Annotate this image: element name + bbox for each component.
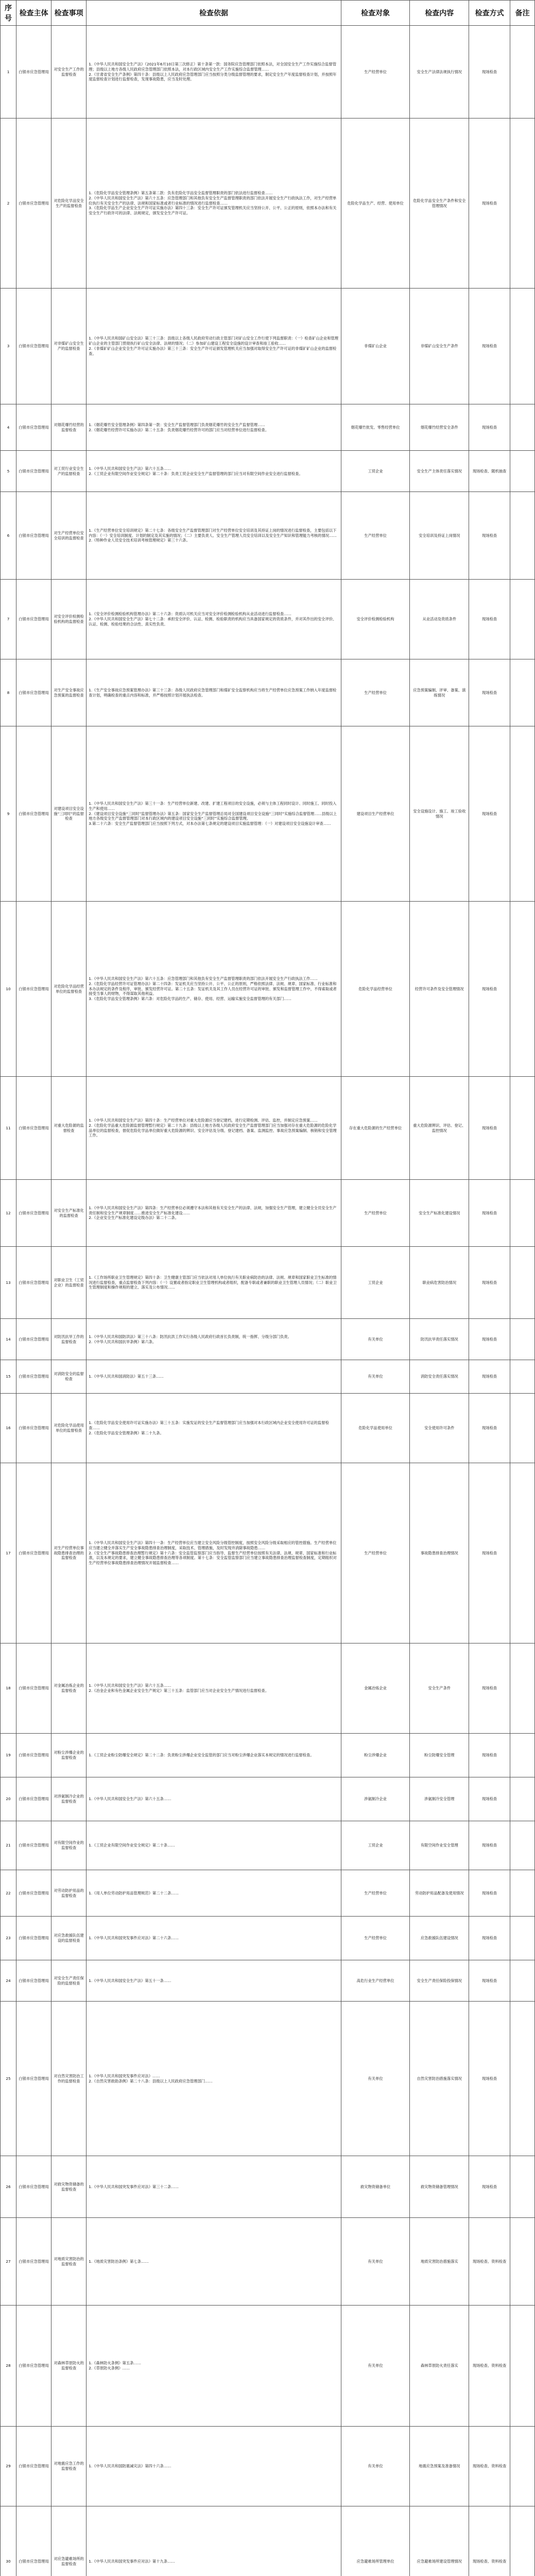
row-object: 生产经营单位 [341, 492, 410, 580]
row-basis: 1.《中华人民共和国安全生产法》第六十五条…… 2.《冶金企业和有色金属企业安全生产规定》第三十五条：监管部门应当对企业安全生产情况进行监督检查。 [87, 1643, 341, 1734]
row-way: 现场检查 [469, 1734, 510, 1777]
row-basis: 1.《中华人民共和国安全生产法》第四十条：生产经营单位对重大危险源应当登记建档，进行定期检测、评估、监控，并制定应急预案…… 2.《危险化学品重大危险源监督管理暂行规定》第二十九条：县级以上地方各级人民政府安全生产监督管理部门应当加强对存在重大危险源的危险化学品单位的监督检查，督促危险化学品单位做好重大危险源的辨识、安全评估及分级、登记建档、备案、监测监控、事故应急预案编制、核销和安全管理工作。 [87, 1077, 341, 1180]
row-item: 对安全评价检测检验机构的监督检查 [51, 580, 87, 659]
row-item: 对地震应急工作的监督检查 [51, 2427, 87, 2506]
row-number: 20 [1, 1777, 16, 1821]
row-number: 18 [1, 1643, 16, 1734]
row-object: 有关单位 [341, 2427, 410, 2506]
row-way: 现场检查、资料检查 [469, 2218, 510, 2306]
row-number: 11 [1, 1077, 16, 1180]
row-way: 现场检查 [469, 26, 510, 118]
row-number: 10 [1, 902, 16, 1077]
row-number: 28 [1, 2306, 16, 2427]
row-number: 26 [1, 2156, 16, 2218]
table-row [1, 659, 535, 726]
row-number: 9 [1, 726, 16, 902]
row-basis: 1.《中华人民共和国矿山安全法》第三十三条：县级以上各级人民政府劳动行政主管部门对矿山安全工作行使下列监督职责：（一）检查矿山企业和管理矿山企业的主管部门贯彻执行矿山安全法律、法规的情况；（二）参加矿山建设工程安全设施的设计审查和竣工验收…… 2.《非煤矿矿山企业安全生产许可证实施办法》第三十三条：安全生产许可证颁发管理机关应当加强对取得安全生产许可证的非煤矿矿山企业的监督检查。 [87, 289, 341, 404]
row-item: 对重大危险源的监督检查 [51, 1077, 87, 1180]
row-number: 3 [1, 289, 16, 404]
row-subject: 白银市应急管理局 [16, 1777, 51, 1821]
row-way: 现场检查 [469, 659, 510, 726]
row-way: 现场检查 [469, 726, 510, 902]
header-item: 检查事项 [51, 1, 87, 26]
row-item: 对森林草原防火的监督检查 [51, 2306, 87, 2427]
row-note [510, 1917, 535, 1960]
row-subject: 白银市应急管理局 [16, 1960, 51, 2002]
row-note [510, 404, 535, 451]
row-object: 高危行业生产经营单位 [341, 1960, 410, 2002]
row-number: 19 [1, 1734, 16, 1777]
row-note [510, 1180, 535, 1247]
row-basis: 1.《生产经营单位安全培训规定》第二十七条：各级安全生产监督管理部门对生产经营单位安全培训及其持证上岗的情况进行监督检查，主要包括以下内容：（一）安全培训制度、计划的制定及其实施的情况；（二）主要负责人、安全生产管理人员安全培训以及安全生产知识和管理能力考核的情况…… 2.《特种作业人员安全技术培训考核管理规定》第三十六条。 [87, 492, 341, 580]
row-number: 13 [1, 1247, 16, 1319]
row-item: 对应急救援队伍建设的监督检查 [51, 1917, 87, 1960]
row-item: 对安全生产标准化的监督检查 [51, 1180, 87, 1247]
table-row [1, 2506, 535, 2576]
row-way: 现场检查 [469, 1360, 510, 1394]
row-basis: 1.《中华人民共和国突发事件应对法》第十九条…… [87, 2506, 341, 2576]
row-number: 8 [1, 659, 16, 726]
row-note [510, 1777, 535, 1821]
row-content: 从业活动及资质条件 [410, 580, 469, 659]
row-object: 工贸企业 [341, 1821, 410, 1870]
row-object: 烟花爆竹批发、零售经营单位 [341, 404, 410, 451]
row-object: 生产经营单位 [341, 1463, 410, 1643]
row-note [510, 1960, 535, 2002]
row-item: 对危险化学品经营单位的监督检查 [51, 902, 87, 1077]
row-basis: 1.《工作场所职业卫生管理规定》第四十条：卫生健康主管部门应当依法对用人单位执行有关职业病防治的法律、法规、规章和国家职业卫生标准的情况进行监督检查，重点监督检查下列内容：（一）设置或者指定职业卫生管理机构或者组织，配备专职或者兼职的职业卫生管理人员情况；（二）职业卫生管理制度和操作规程的建立、落实及公布情况…… [87, 1247, 341, 1319]
table-row [1, 1463, 535, 1643]
row-number: 27 [1, 2218, 16, 2306]
row-basis: 1.《危险化学品安全使用许可证实施办法》第三十五条：实施发证的安全生产监督管理部门应当加强对本行政区域内企业安全使用许可证的监督检查…… 2.《危险化学品安全管理条例》第二十九条。 [87, 1394, 341, 1463]
table-row [1, 404, 535, 451]
row-way: 现场检查 [469, 1777, 510, 1821]
row-basis: 1.《工贸企业粉尘防爆安全规定》第二十二条：负责粉尘涉爆企业安全监管的部门应当对粉尘涉爆企业落实本规定的情况进行监督检查。 [87, 1734, 341, 1777]
row-content: 安全设施设计、施工、竣工验收情况 [410, 726, 469, 902]
row-basis: 1.《生产安全事故应急预案管理办法》第三十三条：各级人民政府应急管理部门和煤矿安全监察机构应当将生产经营单位应急预案工作纳入年度监督检查计划，明确检查的重点内容和标准，并严格按照计划开展执法检查。 [87, 659, 341, 726]
row-note [510, 451, 535, 492]
header-note: 备注 [510, 1, 535, 26]
row-object: 涉氨制冷企业 [341, 1777, 410, 1821]
row-object: 危险化学品使用单位 [341, 1394, 410, 1463]
row-way: 现场检查 [469, 1463, 510, 1643]
row-content: 安全生产条件 [410, 1643, 469, 1734]
row-content: 非煤矿山安全生产条件 [410, 289, 469, 404]
row-note [510, 1821, 535, 1870]
row-object: 危险化学品经营单位 [341, 902, 410, 1077]
row-way: 现场检查 [469, 1180, 510, 1247]
row-subject: 白银市应急管理局 [16, 2218, 51, 2306]
row-number: 15 [1, 1360, 16, 1394]
row-way: 现场检查 [469, 1394, 510, 1463]
header-content: 检查内容 [410, 1, 469, 26]
row-subject: 白银市应急管理局 [16, 1643, 51, 1734]
row-object: 有关单位 [341, 1319, 410, 1360]
table-row [1, 1643, 535, 1734]
row-subject: 白银市应急管理局 [16, 1821, 51, 1870]
row-note [510, 2218, 535, 2306]
row-way: 现场检查 [469, 1643, 510, 1734]
table-row [1, 902, 535, 1077]
row-item: 对生产经营单位安全培训的监督检查 [51, 492, 87, 580]
row-basis: 1.《中华人民共和国突发事件应对法》…… 2.《自然灾害救助条例》第二十八条：县级以上人民政府应急管理部门…… [87, 2002, 341, 2156]
row-number: 1 [1, 26, 16, 118]
row-item: 对烟花爆竹经营的监督检查 [51, 404, 87, 451]
row-item: 对职业卫生（工贸企业）的监督检查 [51, 1247, 87, 1319]
table-row [1, 1077, 535, 1180]
row-object: 存在重大危险源的生产经营单位 [341, 1077, 410, 1180]
row-basis: 1.《用人单位劳动防护用品管理规范》第二十二条…… [87, 1870, 341, 1917]
row-subject: 白银市应急管理局 [16, 451, 51, 492]
table-row [1, 580, 535, 659]
row-subject: 白银市应急管理局 [16, 1180, 51, 1247]
row-subject: 白银市应急管理局 [16, 1077, 51, 1180]
header-subject: 检查主体 [16, 1, 51, 26]
row-subject: 白银市应急管理局 [16, 2427, 51, 2506]
row-basis: 1.《工贸企业有限空间作业安全规定》第二十条…… [87, 1821, 341, 1870]
table-row [1, 1960, 535, 2002]
row-note [510, 659, 535, 726]
row-way: 现场检查、资料检查 [469, 2427, 510, 2506]
row-content: 应急预案编制、评审、备案、演练情况 [410, 659, 469, 726]
row-content: 有限空间作业安全管理 [410, 1821, 469, 1870]
row-way: 现场检查 [469, 2156, 510, 2218]
row-note [510, 1319, 535, 1360]
row-item: 对金属冶炼企业的监督检查 [51, 1643, 87, 1734]
header-object: 检查对象 [341, 1, 410, 26]
row-item: 对生产经营单位事故隐患排查治理的监督检查 [51, 1463, 87, 1643]
row-number: 22 [1, 1870, 16, 1917]
row-subject: 白银市应急管理局 [16, 902, 51, 1077]
row-content: 消防安全责任落实情况 [410, 1360, 469, 1394]
row-note [510, 2156, 535, 2218]
row-item: 对涉氨制冷企业的监督检查 [51, 1777, 87, 1821]
row-object: 有关单位 [341, 2306, 410, 2427]
row-object: 安全评价检测检验机构 [341, 580, 410, 659]
row-object: 工贸企业 [341, 1247, 410, 1319]
row-basis: 1.《中华人民共和国安全生产法》第六十五条…… [87, 1777, 341, 1821]
table-row [1, 1319, 535, 1360]
row-object: 生产经营单位 [341, 1870, 410, 1917]
row-object: 救灾物资储备单位 [341, 2156, 410, 2218]
row-content: 安全生产责任保险投保情况 [410, 1960, 469, 2002]
table-row [1, 1734, 535, 1777]
row-note [510, 726, 535, 902]
row-subject: 白银市应急管理局 [16, 289, 51, 404]
row-way: 现场检查 [469, 404, 510, 451]
row-basis: 1.《烟花爆竹安全管理条例》第四条第一款：安全生产监督管理部门负责烟花爆竹的安全生产监督管理…… 2.《烟花爆竹经营许可实施办法》第二十五条：负责烟花爆竹经营许可的部门应当对经营单位进行监督检查。 [87, 404, 341, 451]
row-way: 现场检查 [469, 1821, 510, 1870]
row-subject: 白银市应急管理局 [16, 580, 51, 659]
row-object: 生产经营单位 [341, 1180, 410, 1247]
row-content: 安全使用许可条件 [410, 1394, 469, 1463]
row-note [510, 1643, 535, 1734]
row-subject: 白银市应急管理局 [16, 1917, 51, 1960]
row-way: 现场检查 [469, 492, 510, 580]
row-item: 对危险化学品安全生产的监督检查 [51, 118, 87, 289]
row-number: 5 [1, 451, 16, 492]
row-number: 30 [1, 2506, 16, 2576]
row-way: 现场检查 [469, 2002, 510, 2156]
row-object: 危险化学品生产、经营、使用单位 [341, 118, 410, 289]
row-item: 对防汛抗旱工作的监督检查 [51, 1319, 87, 1360]
row-content: 地震应急预案及准备情况 [410, 2427, 469, 2506]
row-note [510, 26, 535, 118]
row-subject: 白银市应急管理局 [16, 2306, 51, 2427]
row-basis: 1.《中华人民共和国突发事件应对法》第二十六条…… [87, 1917, 341, 1960]
row-object: 金属冶炼企业 [341, 1643, 410, 1734]
row-note [510, 2306, 535, 2427]
header-way: 检查方式 [469, 1, 510, 26]
row-number: 4 [1, 404, 16, 451]
row-item: 对生产安全事故应急预案的监督检查 [51, 659, 87, 726]
row-content: 危险化学品安全生产条件和安全管理情况 [410, 118, 469, 289]
row-number: 14 [1, 1319, 16, 1360]
row-basis: 1.《中华人民共和国消防法》第五十三条…… [87, 1360, 341, 1394]
row-subject: 白银市应急管理局 [16, 2156, 51, 2218]
row-content: 安全生产法律法规执行情况 [410, 26, 469, 118]
row-number: 6 [1, 492, 16, 580]
row-item: 对劳动防护用品的监督检查 [51, 1870, 87, 1917]
row-content: 重大危险源辨识、评估、登记、监控情况 [410, 1077, 469, 1180]
row-subject: 白银市应急管理局 [16, 1870, 51, 1917]
row-note [510, 1077, 535, 1180]
row-object: 粉尘涉爆企业 [341, 1734, 410, 1777]
row-way: 现场检查、随机抽查 [469, 451, 510, 492]
row-item: 对有限空间作业的监督检查 [51, 1821, 87, 1870]
row-note [510, 1394, 535, 1463]
table-row [1, 1870, 535, 1917]
row-content: 经营许可条件及安全管理情况 [410, 902, 469, 1077]
table-row [1, 2218, 535, 2306]
row-subject: 白银市应急管理局 [16, 1247, 51, 1319]
row-basis: 1.《中华人民共和国安全生产法》（2021年6月10日第三次修正）第十条第一款：国务院应急管理部门依照本法，对全国安全生产工作实施综合监督管理；县级以上地方各级人民政府应急管理部门依照本法，对本行政区域内安全生产工作实施综合监督管理…… 2.《甘肃省安全生产条例》第四十条：县级以上人民政府应急管理部门应当按照分类分级监督管理的要求，制定安全生产年度监督检查计划，并按照年度监督检查计划进行监督检查，发现事故隐患，应当及时处理。 [87, 26, 341, 118]
table-row [1, 1247, 535, 1319]
row-note [510, 289, 535, 404]
row-content: 事故隐患排查治理情况 [410, 1463, 469, 1643]
row-way: 现场检查 [469, 1870, 510, 1917]
row-number: 17 [1, 1463, 16, 1643]
table-row [1, 451, 535, 492]
row-subject: 白银市应急管理局 [16, 1360, 51, 1394]
row-subject: 白银市应急管理局 [16, 1394, 51, 1463]
table-row [1, 1821, 535, 1870]
row-subject: 白银市应急管理局 [16, 726, 51, 902]
row-basis: 1.《森林防火条例》第五条…… 2.《草原防火条例》…… [87, 2306, 341, 2427]
row-item: 对非煤矿山安全生产的监督检查 [51, 289, 87, 404]
row-number: 2 [1, 118, 16, 289]
table-row [1, 1777, 535, 1821]
row-subject: 白银市应急管理局 [16, 1319, 51, 1360]
row-item: 对危险化学品使用单位的监督检查 [51, 1394, 87, 1463]
row-note [510, 118, 535, 289]
row-object: 应急避难场所管理单位 [341, 2506, 410, 2576]
row-object: 生产经营单位 [341, 1917, 410, 1960]
row-number: 24 [1, 1960, 16, 2002]
row-number: 23 [1, 1917, 16, 1960]
row-content: 森林草原防火责任落实 [410, 2306, 469, 2427]
row-note [510, 902, 535, 1077]
row-object: 有关单位 [341, 2002, 410, 2156]
row-basis: 1.《中华人民共和国安全生产法》第六十五条…… 2.《工贸企业有限空间作业安全规定》第二十条：负责工贸企业安全生产监督管理的部门应当对有限空间作业安全进行监督检查。 [87, 451, 341, 492]
row-note [510, 1247, 535, 1319]
row-basis: 1.《中华人民共和国安全生产法》第四条：生产经营单位必须遵守本法和其他有关安全生产的法律、法规，加强安全生产管理，建立健全全员安全生产责任制和安全生产规章制度……推进安全生产标准化建设…… 2.《企业安全生产标准化建设定级办法》第二十二条。 [87, 1180, 341, 1247]
row-note [510, 492, 535, 580]
row-content: 安全生产主体责任落实情况 [410, 451, 469, 492]
row-item: 对应急避难场所的监督检查 [51, 2506, 87, 2576]
row-item: 对安全生产工作的监督检查 [51, 26, 87, 118]
row-way: 现场检查 [469, 118, 510, 289]
row-basis: 1.《中华人民共和国安全生产法》第三十一条：生产经营单位新建、改建、扩建工程项目的安全设施，必须与主体工程同时设计、同时施工、同时投入生产和使用…… 2.《建设项目安全设施“三同时”监督管理办法》第五条：国家安全生产监督管理总局对全国建设项目安全设施“三同时”实施综合监督管理……县级以上地方各级安全生产监督管理部门对本行政区域内的建设项目安全设施“三同时”实施综合监督管理。 3.第二十六条：安全生产监督管理部门应当按照下列方式，对本办法第七条规定的建设项目实施监督管理：（一）对建设项目安全设施设计审查…… [87, 726, 341, 902]
table-body [1, 26, 535, 2576]
row-object: 有关单位 [341, 1360, 410, 1394]
row-way: 现场检查 [469, 1077, 510, 1180]
table-row [1, 726, 535, 902]
row-number: 7 [1, 580, 16, 659]
row-subject: 白银市应急管理局 [16, 118, 51, 289]
table-row [1, 2306, 535, 2427]
row-content: 安全培训及持证上岗情况 [410, 492, 469, 580]
row-content: 自然灾害防治措施落实情况 [410, 2002, 469, 2156]
row-item: 对消防安全的监督检查 [51, 1360, 87, 1394]
row-content: 地质灾害防治措施落实 [410, 2218, 469, 2306]
table-row [1, 2156, 535, 2218]
row-basis: 1.《中华人民共和国防震减灾法》第四十六条…… [87, 2427, 341, 2506]
row-content: 应急救援队伍建设情况 [410, 1917, 469, 1960]
row-item: 对自然灾害防治工作的监督检查 [51, 2002, 87, 2156]
row-object: 生产经营单位 [341, 659, 410, 726]
row-basis: 1.《中华人民共和国安全生产法》第四十一条：生产经营单位应当建立安全风险分级管控制度，按照安全风险分级采取相应的管控措施。生产经营单位应当建立健全并落实生产安全事故隐患排查治理制度，采取技术、管理措施，及时发现并消除事故隐患…… 2.《安全生产事故隐患排查治理暂行规定》第十六条：安全监管监察部门应当指导、监督生产经营单位按照有关法律、法规、规章、国家标准和行业标准，以及本规定的要求，建立健全事故隐患排查治理等各项制度。第十七条：安全监管监察部门应当建立事故隐患排查治理监督检查制度，定期组织对生产经营单位事故隐患排查治理情况开展监督检查…… [87, 1463, 341, 1643]
row-object: 非煤矿山企业 [341, 289, 410, 404]
row-note [510, 580, 535, 659]
row-number: 25 [1, 2002, 16, 2156]
row-item: 对建设项目安全设施“三同时”的监督检查 [51, 726, 87, 902]
row-way: 现场检查 [469, 289, 510, 404]
row-content: 安全生产标准化建设情况 [410, 1180, 469, 1247]
row-subject: 白银市应急管理局 [16, 1734, 51, 1777]
row-number: 12 [1, 1180, 16, 1247]
row-subject: 白银市应急管理局 [16, 26, 51, 118]
table-row [1, 2002, 535, 2156]
row-way: 现场检查、资料检查 [469, 2306, 510, 2427]
row-content: 救灾物资储备管理情况 [410, 2156, 469, 2218]
row-item: 对地质灾害防治的监督检查 [51, 2218, 87, 2306]
row-item: 对安全生产责任保险的监督检查 [51, 1960, 87, 2002]
row-subject: 白银市应急管理局 [16, 659, 51, 726]
table-row [1, 1360, 535, 1394]
row-item: 对粉尘涉爆企业的监督检查 [51, 1734, 87, 1777]
row-subject: 白银市应急管理局 [16, 1463, 51, 1643]
row-content: 应急避难场所建设管理情况 [410, 2506, 469, 2576]
row-basis: 1.《地质灾害防治条例》第七条…… [87, 2218, 341, 2306]
table-row [1, 289, 535, 404]
row-object: 生产经营单位 [341, 26, 410, 118]
row-content: 防汛抗旱责任落实情况 [410, 1319, 469, 1360]
row-subject: 白银市应急管理局 [16, 2506, 51, 2576]
table-row [1, 492, 535, 580]
row-object: 有关单位 [341, 2218, 410, 2306]
table-row [1, 1917, 535, 1960]
table-row [1, 1394, 535, 1463]
row-number: 21 [1, 1821, 16, 1870]
header-basis: 检查依据 [87, 1, 341, 26]
table-row [1, 2427, 535, 2506]
row-subject: 白银市应急管理局 [16, 2002, 51, 2156]
row-way: 现场检查 [469, 1917, 510, 1960]
table-row [1, 26, 535, 118]
row-basis: 1.《中华人民共和国突发事件应对法》第三十二条…… [87, 2156, 341, 2218]
row-basis: 1.《中华人民共和国防洪法》第三十八条：防汛抗洪工作实行各级人民政府行政首长负责制，统一指挥、分级分部门负责。 2.《中华人民共和国抗旱条例》第六条。 [87, 1319, 341, 1360]
row-content: 职业病危害防治情况 [410, 1247, 469, 1319]
row-way: 现场检查 [469, 1960, 510, 2002]
row-note [510, 2002, 535, 2156]
row-basis: 1.《危险化学品安全管理条例》第五条第二款：负有危险化学品安全监督管理职责的部门依法进行监督检查…… 2.《中华人民共和国安全生产法》第六十五条：应急管理部门和其他负有安全生产监督管理职责的部门依法开展安全生产行政执法工作，对生产经营单位执行有关安全生产的法律、法规和国家标准或者行业标准的情况进行监督检查…… 3.《危险化学品生产企业安全生产许可证实施办法》第四十三条：安全生产许可证颁发管理机关应当坚持公开、公平、公正的原则，依照本办法和有关安全生产行政许可的法律、法规规定，颁发安全生产许可证。 [87, 118, 341, 289]
row-item: 对工贸行业安全生产的监督检查 [51, 451, 87, 492]
row-item: 对救灾物资储备的监督检查 [51, 2156, 87, 2218]
row-basis: 1.《中华人民共和国安全生产法》第六十五条：应急管理部门和其他负有安全生产监督管理职责的部门依法开展安全生产行政执法工作…… 2.《危险化学品经营许可证管理办法》第二十四条：发证机关应当坚持公开、公平、公正的原则，严格依照法律、法规、规章、国家标准、行业标准和本办法规定的条件及程序，审批、颁发经营许可证。第二十五条：发证机关及其工作人员在经营许可证的审批、颁发和监督管理工作中，不得索取或者接受当事人的财物，不得谋取其他利益。 3.《危险化学品安全管理条例》第六条：对危险化学品的生产、储存、使用、经营、运输实施安全监督管理的有关部门…… [87, 902, 341, 1077]
row-way: 现场检查 [469, 902, 510, 1077]
row-content: 烟花爆竹经营安全条件 [410, 404, 469, 451]
row-way: 现场检查 [469, 1319, 510, 1360]
row-subject: 白银市应急管理局 [16, 404, 51, 451]
row-way: 现场检查 [469, 1247, 510, 1319]
header-no: 序号 [1, 1, 16, 26]
row-note [510, 1734, 535, 1777]
row-number: 29 [1, 2427, 16, 2506]
row-subject: 白银市应急管理局 [16, 492, 51, 580]
row-content: 劳动防护用品配备及使用情况 [410, 1870, 469, 1917]
row-object: 工贸企业 [341, 451, 410, 492]
row-object: 建设项目生产经营单位 [341, 726, 410, 902]
row-content: 粉尘防爆安全管理 [410, 1734, 469, 1777]
row-note [510, 2506, 535, 2576]
table-row [1, 1180, 535, 1247]
row-basis: 1.《安全评价检测检验机构管理办法》第二十六条：资质认可机关应当对安全评价检测检验机构从业活动进行监督检查…… 2.《中华人民共和国安全生产法》第七十二条：承担安全评价、认证、检测、检验职责的机构应当具备国家规定的资质条件，并对其作出的安全评价、认证、检测、检验结果的合法性、真实性负责。 [87, 580, 341, 659]
row-way: 现场检查 [469, 580, 510, 659]
row-note [510, 1463, 535, 1643]
row-note [510, 1360, 535, 1394]
row-way: 现场检查、资料检查 [469, 2506, 510, 2576]
table-row [1, 118, 535, 289]
row-note [510, 2427, 535, 2506]
row-number: 16 [1, 1394, 16, 1463]
table-header-row [1, 1, 535, 26]
row-basis: 1.《中华人民共和国安全生产法》第五十一条…… [87, 1960, 341, 2002]
row-note [510, 1870, 535, 1917]
row-content: 涉氨制冷安全管理 [410, 1777, 469, 1821]
